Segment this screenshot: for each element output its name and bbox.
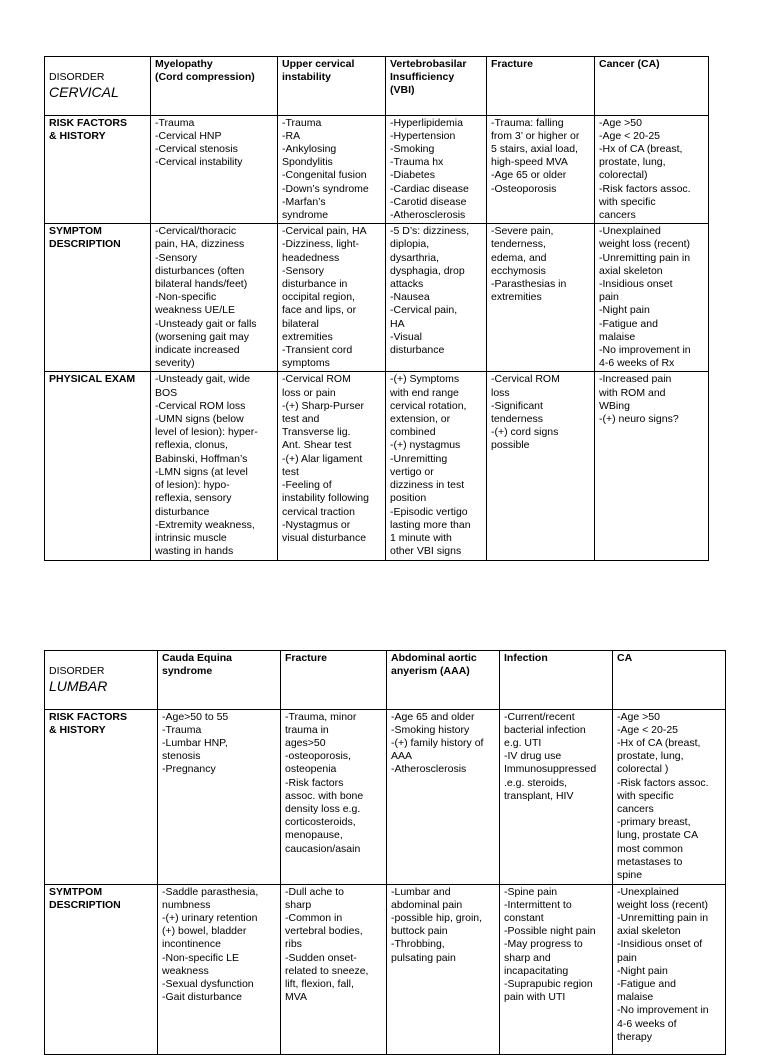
- region-label: CERVICAL: [49, 84, 119, 101]
- table-cell: -Age >50 -Age < 20-25 -Hx of CA (breast, prostate, lung, colorectal) -Risk factors assoc. with specific cancers: [595, 115, 709, 224]
- disorder-label: DISORDER: [49, 665, 105, 678]
- row-label: PHYSICAL EXAM: [45, 372, 151, 561]
- table-cell: -Cervical ROM loss -Significant tenderness -(+) cord signs possible: [487, 372, 595, 561]
- column-header: Fracture: [487, 57, 595, 116]
- region-label: LUMBAR: [49, 678, 108, 695]
- lumbar-header-row: [45, 651, 726, 710]
- lumbar-disorder-cell: [45, 651, 158, 710]
- table-cell: -Cervical/thoracic pain, HA, dizziness -Sensory disturbances (often bilateral hands/feet) -Non-specific weakness UE/LE -Unsteady gait or falls (worsening gait may indicate increased severity): [151, 224, 278, 372]
- column-header: Vertebrobasilar Insufficiency (VBI): [386, 57, 487, 116]
- table-cell: -Unexplained weight loss (recent) -Unremitting pain in axial skeleton -Insidious onset of pain -Night pain -Fatigue and malaise -No improvement in 4-6 weeks of therapy: [613, 884, 726, 1054]
- table-cell: -Spine pain -Intermittent to constant -Possible night pain -May progress to sharp and incapacitating -Suprapubic region pain with UTI: [500, 884, 613, 1054]
- table-cell: -(+) Symptoms with end range cervical rotation, extension, or combined -(+) nystagmus -Unremitting vertigo or dizziness in test position -Episodic vertigo lasting more than 1 minute with other VBI signs: [386, 372, 487, 561]
- row-label: RISK FACTORS & HISTORY: [45, 115, 151, 224]
- column-header: Abdominal aortic anyerism (AAA): [387, 651, 500, 710]
- table-cell: -Cervical ROM loss or pain -(+) Sharp-Purser test and Transverse lig. Ant. Shear test -(+) Alar ligament test -Feeling of instability following cervical traction -Nystagmus or visual disturbance: [278, 372, 386, 561]
- row-label: RISK FACTORS & HISTORY: [45, 709, 158, 884]
- table-row: [45, 884, 726, 1054]
- table-cell: -Trauma -Cervical HNP -Cervical stenosis -Cervical instability: [151, 115, 278, 224]
- table-cell: -Trauma: falling from 3’ or higher or 5 stairs, axial load, high-speed MVA -Age 65 or older -Osteoporosis: [487, 115, 595, 224]
- row-label: SYMPTOM DESCRIPTION: [45, 224, 151, 372]
- lumbar-table: [44, 650, 726, 1055]
- row-label: SYMTPOM DESCRIPTION: [45, 884, 158, 1054]
- table-cell: -Age >50 -Age < 20-25 -Hx of CA (breast, prostate, lung, colorectal ) -Risk factors assoc. with specific cancers -primary breast, lung, prostate CA most common metastases to spine: [613, 709, 726, 884]
- table-cell: -5 D’s: dizziness, diplopia, dysarthria, dysphagia, drop attacks -Nausea -Cervical pain, HA -Visual disturbance: [386, 224, 487, 372]
- column-header: Upper cervical instability: [278, 57, 386, 116]
- table-cell: -Dull ache to sharp -Common in vertebral bodies, ribs -Sudden onset- related to sneeze, lift, flexion, fall, MVA: [281, 884, 387, 1054]
- table-cell: -Age 65 and older -Smoking history -(+) family history of AAA -Atherosclerosis: [387, 709, 500, 884]
- table-row: [45, 709, 726, 884]
- table-cell: -Cervical pain, HA -Dizziness, light- headedness -Sensory disturbance in occipital region, face and lips, or bilateral extremities -Transient cord symptoms: [278, 224, 386, 372]
- table-cell: -Severe pain, tenderness, edema, and ecchymosis -Parasthesias in extremities: [487, 224, 595, 372]
- table-cell: -Increased pain with ROM and WBing -(+) neuro signs?: [595, 372, 709, 561]
- column-header: Myelopathy (Cord compression): [151, 57, 278, 116]
- column-header: Cauda Equina syndrome: [158, 651, 281, 710]
- table-cell: -Lumbar and abdominal pain -possible hip, groin, buttock pain -Throbbing, pulsating pain: [387, 884, 500, 1054]
- table-cell: -Hyperlipidemia -Hypertension -Smoking -Trauma hx -Diabetes -Cardiac disease -Carotid disease -Atherosclerosis: [386, 115, 487, 224]
- table-cell: -Trauma, minor trauma in ages>50 -osteoporosis, osteopenia -Risk factors assoc. with bone density loss e.g. corticosteroids, menopause, caucasion/asain: [281, 709, 387, 884]
- disorder-label: DISORDER: [49, 71, 105, 84]
- table-cell: -Trauma -RA -Ankylosing Spondylitis -Congenital fusion -Down’s syndrome -Marfan’s syndrome: [278, 115, 386, 224]
- table-cell: -Current/recent bacterial infection e.g. UTI -IV drug use Immunosuppressed .e.g. steroids, transplant, HIV: [500, 709, 613, 884]
- table-cell: -Age>50 to 55 -Trauma -Lumbar HNP, stenosis -Pregnancy: [158, 709, 281, 884]
- table-cell: -Unsteady gait, wide BOS -Cervical ROM loss -UMN signs (below level of lesion): hyper- reflexia, clonus, Babinski, Hoffman’s -LMN signs (at level of lesion): hypo- reflexia, sensory disturbance -Extremity weakness, intrinsic muscle wasting in hands: [151, 372, 278, 561]
- column-header: CA: [613, 651, 726, 710]
- table-cell: -Unexplained weight loss (recent) -Unremitting pain in axial skeleton -Insidious onset pain -Night pain -Fatigue and malaise -No improvement in 4-6 weeks of Rx: [595, 224, 709, 372]
- column-header: Fracture: [281, 651, 387, 710]
- column-header: Cancer (CA): [595, 57, 709, 116]
- column-header: Infection: [500, 651, 613, 710]
- table-cell: -Saddle parasthesia, numbness -(+) urinary retention (+) bowel, bladder incontinence -Non-specific LE weakness -Sexual dysfunction -Gait disturbance: [158, 884, 281, 1054]
